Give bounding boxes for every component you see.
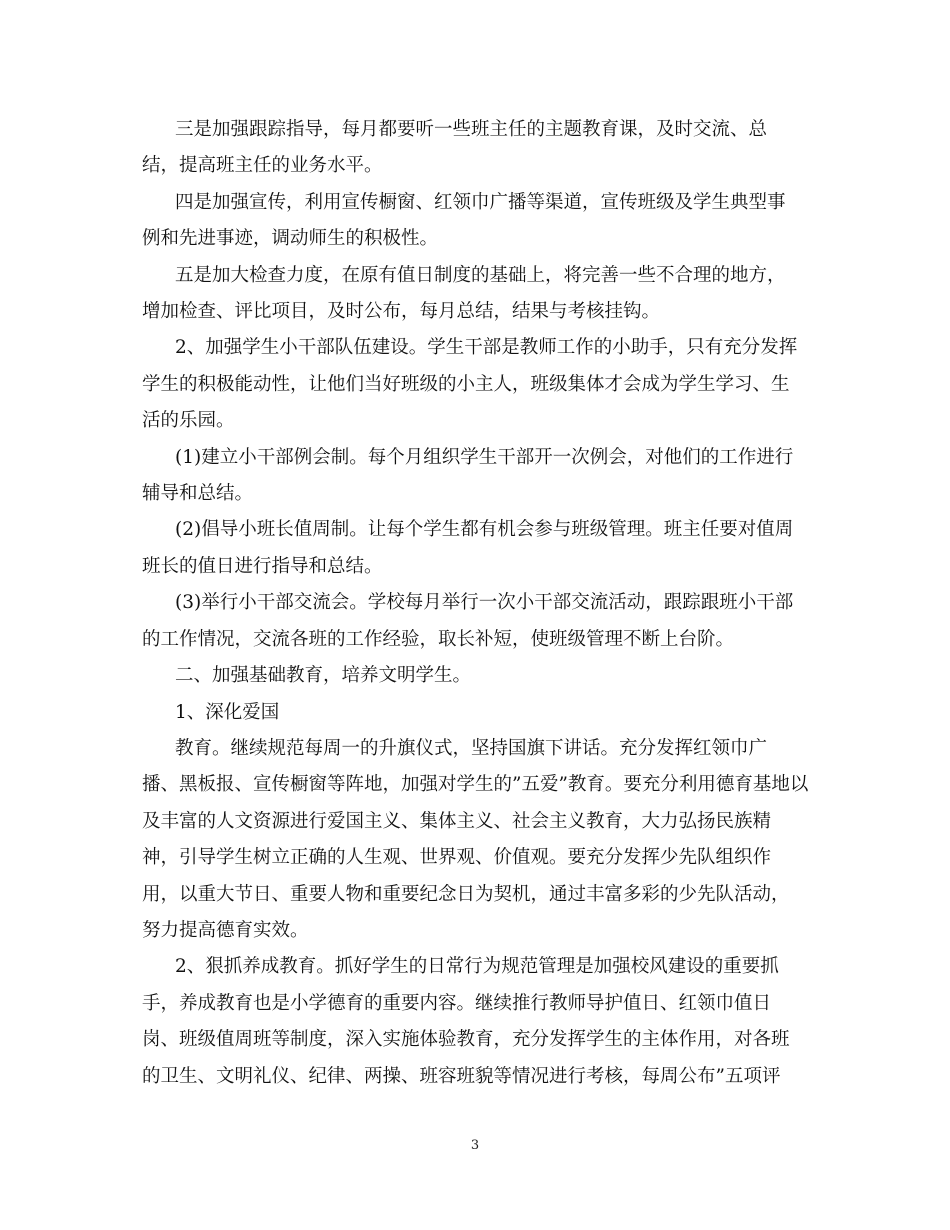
text-line: 手，养成教育也是小学德育的重要内容。继续推行教师导护值日、红领巾值日: [142, 992, 772, 1014]
paragraph-habit-education: [142, 949, 812, 1095]
text-line: 例和先进事迹，调动师生的积极性。: [142, 228, 439, 250]
text-line: 三是加强跟踪指导，每月都要听一些班主任的主题教育课，及时交流、总: [175, 119, 768, 140]
text-line: 努力提高德育实效。: [142, 919, 309, 941]
text-line: 2、加强学生小干部队伍建设。学生干部是教师工作的小助手，只有充分发挥: [175, 337, 798, 359]
text-line: 的工作情况，交流各班的工作经验，取长补短，使班级管理不断上台阶。: [142, 628, 735, 650]
text-line: 神，引导学生树立正确的人生观、世界观、价值观。要充分发挥少先队组织作: [142, 847, 772, 869]
paragraph-publicity: [142, 185, 812, 258]
text-line: (3)举行小干部交流会。学校每月举行一次小干部交流活动，跟踪跟班小干部: [175, 592, 794, 614]
text-line: 结，提高班主任的业务水平。: [142, 155, 383, 177]
text-line: 二、加强基础教育，培养文明学生。: [175, 665, 472, 687]
paragraph-item-1: [142, 440, 812, 513]
paragraph-item-2: [142, 512, 812, 585]
text-line: 活的乐园。: [142, 410, 235, 432]
text-line: 播、黑板报、宣传橱窗等阵地，加强对学生的”五爱”教育。要充分利用德育基地以: [142, 774, 809, 796]
text-line: 岗、班级值周班等制度，深入实施体验教育，充分发挥学生的主体作用，对各班: [142, 1029, 790, 1051]
text-line: 用，以重大节日、重要人物和重要纪念日为契机，通过丰富多彩的少先队活动，: [142, 883, 790, 905]
text-line: 1、深化爱国: [175, 701, 280, 723]
subsection-heading: [142, 695, 812, 731]
text-line: 学生的积极能动性，让他们当好班级的小主人，班级集体才会成为学生学习、生: [142, 373, 790, 395]
document-body: [142, 112, 812, 1095]
text-line: (2)倡导小班长值周制。让每个学生都有机会参与班级管理。班主任要对值周: [175, 519, 794, 541]
text-line: 四是加强宣传，利用宣传橱窗、红领巾广播等渠道，宣传班级及学生典型事: [175, 191, 786, 213]
paragraph-item-3: [142, 585, 812, 658]
text-line: 班长的值日进行指导和总结。: [142, 555, 383, 577]
text-line: 及丰富的人文资源进行爱国主义、集体主义、社会主义教育，大力弘扬民族精: [142, 810, 772, 832]
text-line: 辅导和总结。: [142, 483, 254, 505]
paragraph-supervision: [142, 112, 812, 185]
paragraph-student-cadres: [142, 330, 812, 439]
text-line: 增加检查、评比项目，及时公布，每月总结，结果与考核挂钩。: [142, 301, 661, 323]
text-line: 的卫生、文明礼仪、纪律、两操、班容班貌等情况进行考核，每周公布”五项评: [142, 1065, 781, 1087]
page-number: 3: [470, 1138, 480, 1153]
text-line: 2、狠抓养成教育。抓好学生的日常行为规范管理是加强校风建设的重要抓: [175, 956, 779, 978]
section-heading: [142, 658, 812, 694]
paragraph-patriotic-education: [142, 731, 812, 949]
text-line: (1)建立小干部例会制。每个月组织学生干部开一次例会，对他们的工作进行: [175, 446, 794, 468]
text-line: 教育。继续规范每周一的升旗仪式，坚持国旗下讲话。充分发挥红领巾广: [175, 737, 768, 759]
paragraph-inspection: [142, 258, 812, 331]
text-line: 五是加大检查力度，在原有值日制度的基础上，将完善一些不合理的地方，: [175, 264, 786, 286]
